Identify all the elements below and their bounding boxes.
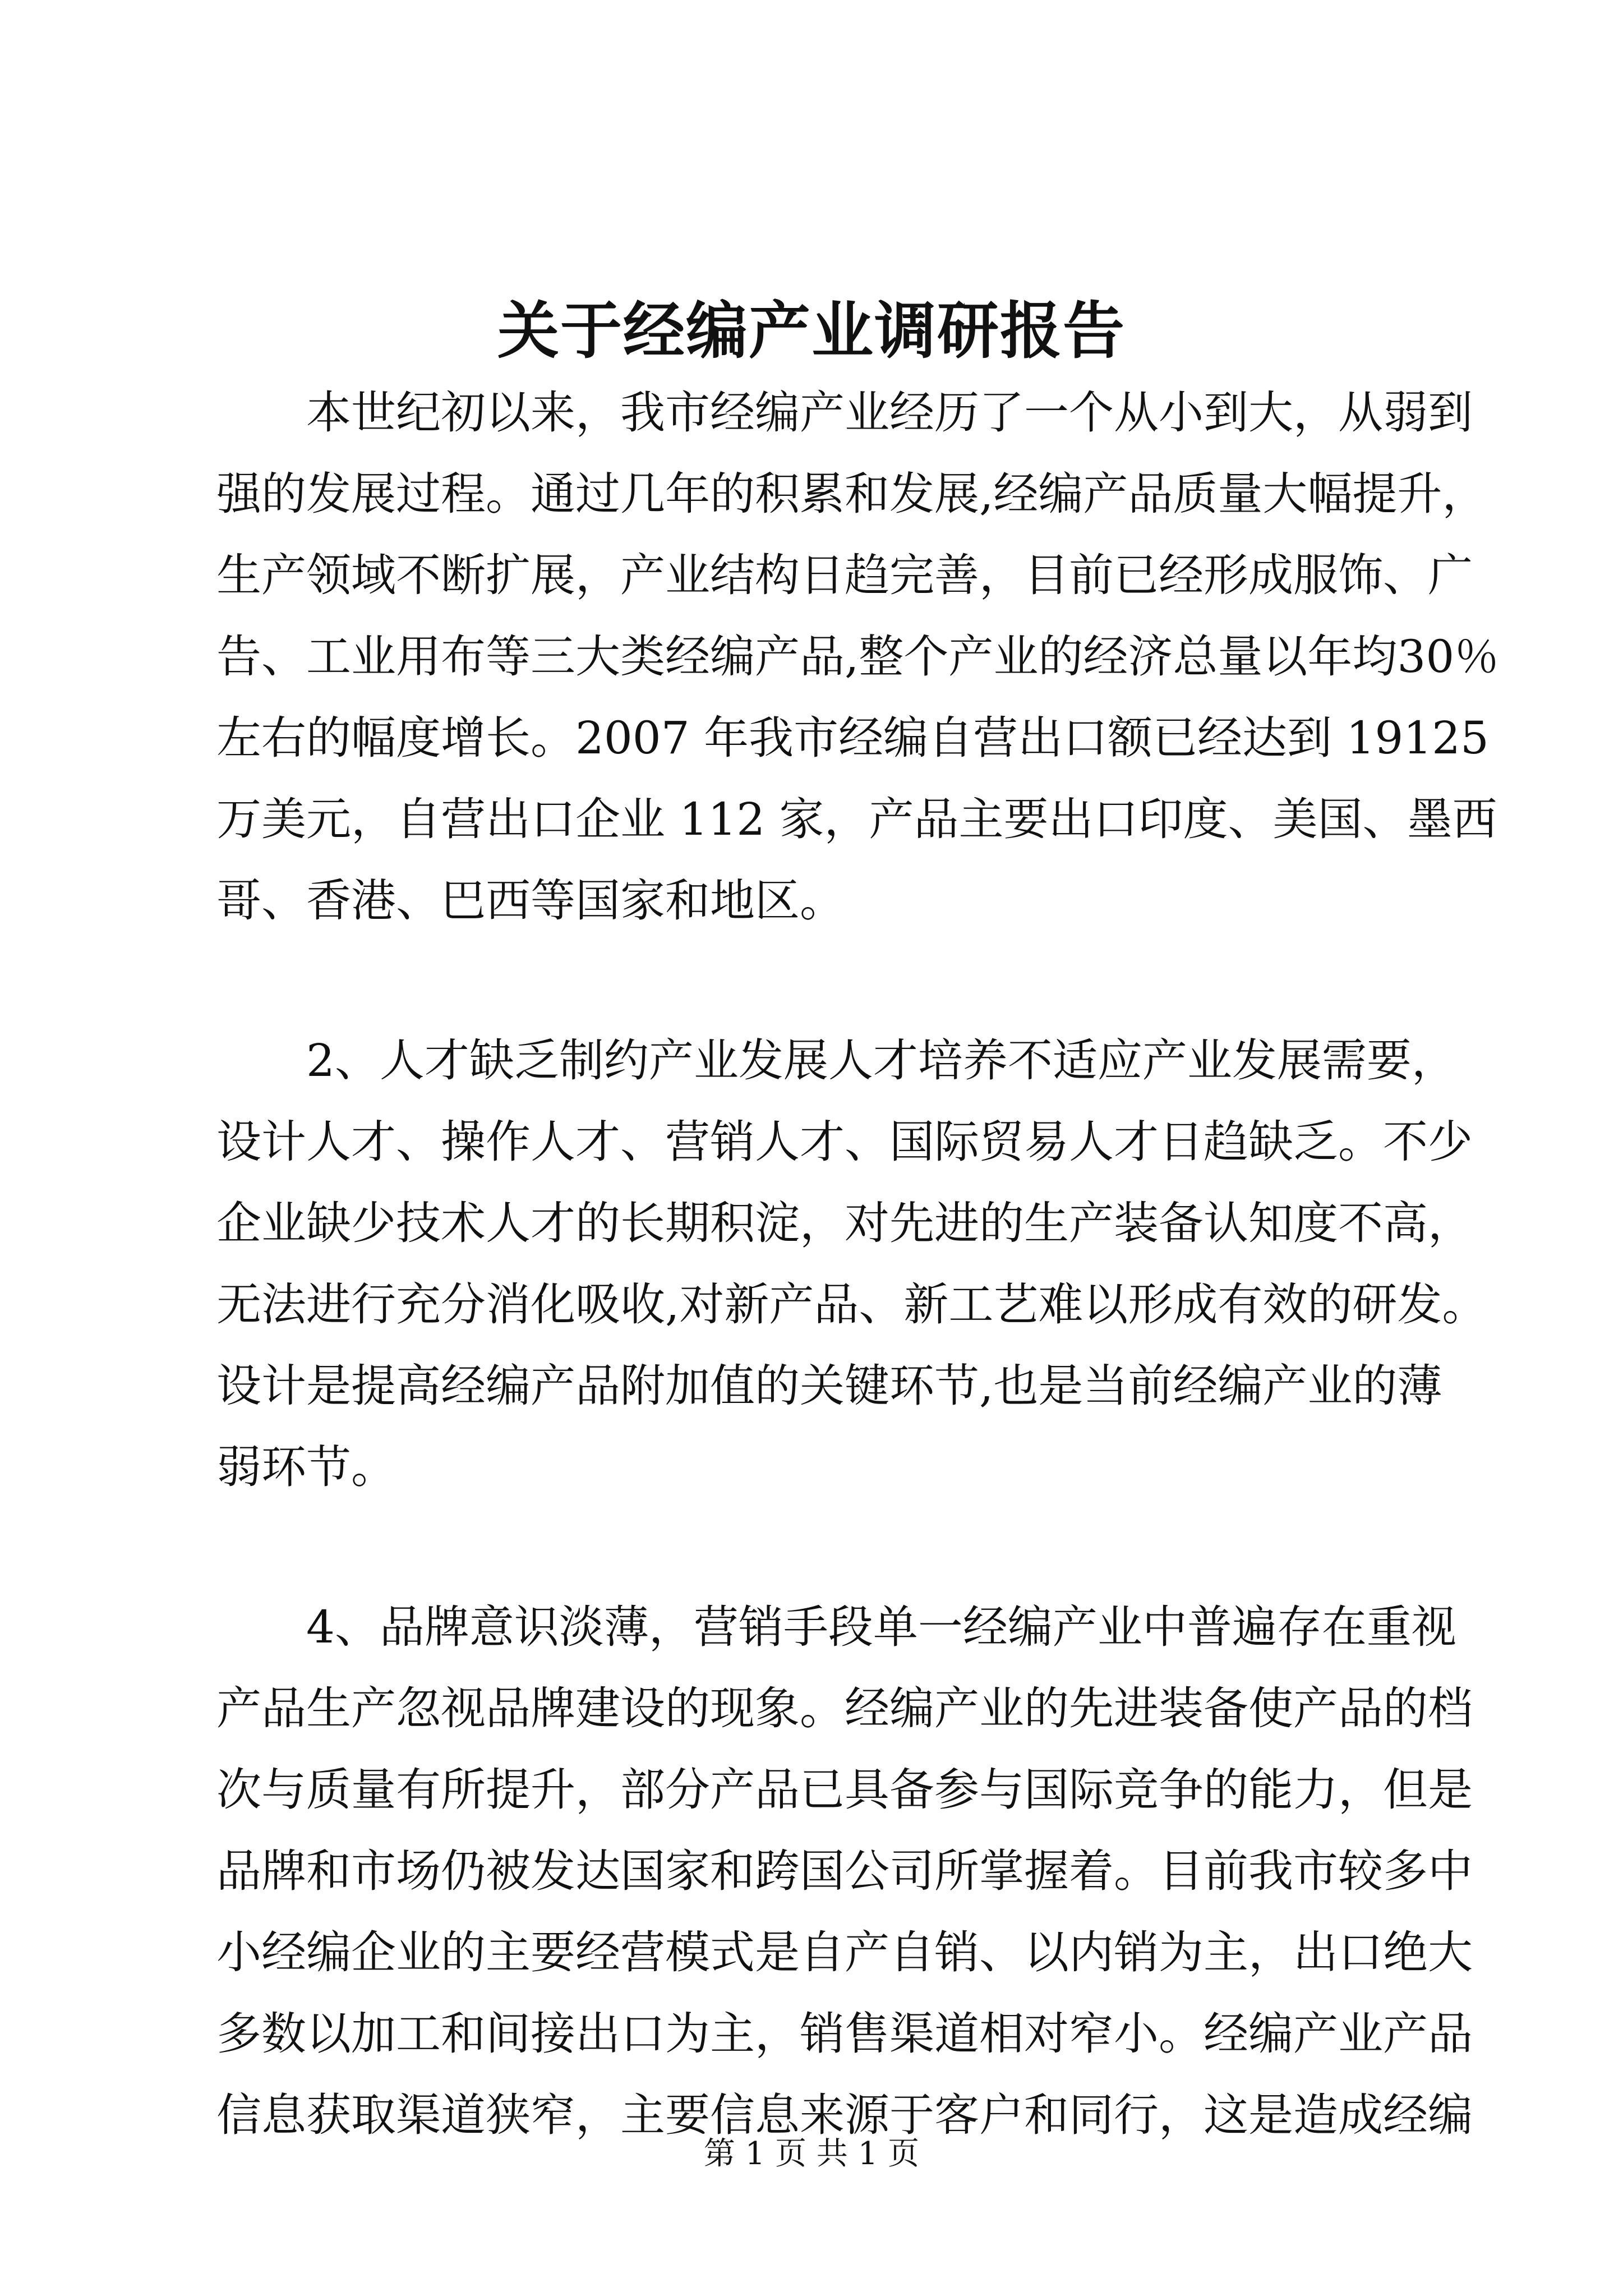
text-line: 产品生产忽视品牌建设的现象。经编产业的先进装备使产品的档 (216, 1682, 1473, 1734)
text-line: 企业缺少技术人才的长期积淀，对先进的生产装备认知度不高， (216, 1197, 1473, 1249)
text-line: 设计人才、操作人才、营销人才、国际贸易人才日趋缺乏。不少 (216, 1116, 1473, 1168)
paragraph-intro (216, 372, 1500, 941)
paragraph-talent-shortage (216, 1020, 1487, 1508)
text-line: 小经编企业的主要经营模式是自产自销、以内销为主，出口绝大 (216, 1926, 1473, 1978)
text-line: 4、品牌意识淡薄，营销手段单一经编产业中普遍存在重视 (306, 1601, 1456, 1653)
text-line: 生产领域不断扩展，产业结构日趋完善，目前已经形成服饰、广 (216, 549, 1473, 601)
document-title: 关于经编产业调研报告 (497, 295, 1126, 367)
text-line: 2、人才缺乏制约产业发展人才培养不适应产业发展需要， (306, 1034, 1456, 1087)
text-line: 强的发展过程。通过几年的积累和发展,经编产品质量大幅提升， (216, 468, 1487, 520)
text-line: 本世纪初以来，我市经编产业经历了一个从小到大，从弱到 (306, 386, 1473, 439)
text-line: 弱环节。 (216, 1441, 396, 1493)
text-line: 次与质量有所提升，部分产品已具备参与国际竞争的能力，但是 (216, 1764, 1473, 1816)
text-line: 左右的幅度增长。2007 年我市经编自营出口额已经达到 19125 (216, 712, 1489, 764)
paragraph-brand-awareness (216, 1586, 1473, 2156)
text-line: 万美元，自营出口企业 112 家，产品主要出口印度、美国、墨西 (216, 793, 1497, 845)
document-body (216, 372, 1500, 2156)
text-line: 品牌和市场仍被发达国家和跨国公司所掌握着。目前我市较多中 (216, 1845, 1473, 1897)
text-line: 告、工业用布等三大类经编产品,整个产业的经济总量以年均30％ (216, 631, 1500, 683)
text-line: 无法进行充分消化吸收,对新产品、新工艺难以形成有效的研发。 (216, 1278, 1487, 1331)
text-line: 哥、香港、巴西等国家和地区。 (216, 875, 845, 927)
page-footer: 第 1 页 共 1 页 (703, 2136, 920, 2172)
text-line: 多数以加工和间接出口为主，销售渠道相对窄小。经编产业产品 (216, 2008, 1473, 2060)
text-line: 信息获取渠道狭窄，主要信息来源于客户和同行，这是造成经编 (216, 2089, 1473, 2141)
paragraph-gap (216, 941, 1417, 1020)
paragraph-gap (216, 1508, 1417, 1586)
text-line: 设计是提高经编产品附加值的关键环节,也是当前经编产业的薄 (216, 1360, 1442, 1412)
